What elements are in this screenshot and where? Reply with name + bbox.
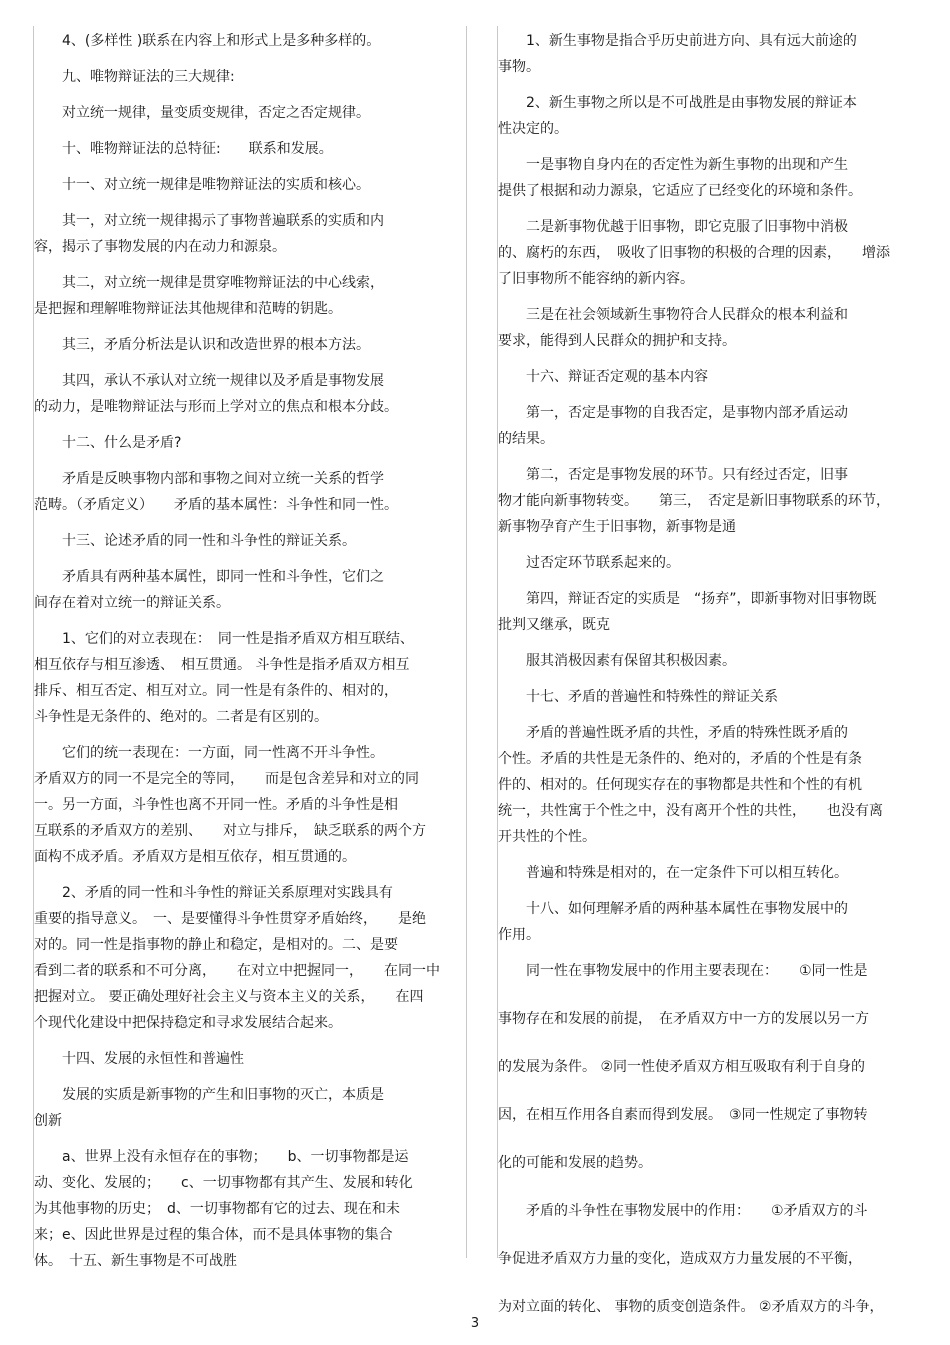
paragraph: 第一，否定是事物的自我否定，是事物内部矛盾运动 的结果。 [498, 405, 848, 447]
right-column [498, 28, 926, 1342]
paragraph: 第四，辩证否定的实质是 “扬弃”，即新事物对旧事物既 批判又继承，既克 [498, 591, 877, 633]
paragraph: 的发展为条件。 ②同一性使矛盾双方相互吸取有利于自身的 [498, 1059, 865, 1075]
paragraph: 争促进矛盾双方力量的变化，造成双方力量发展的不平衡， [498, 1251, 862, 1267]
paragraph: 一是事物自身内在的否定性为新生事物的出现和产生 提供了根据和动力源泉，它适应了已经变化的环境和条件。 [498, 157, 862, 199]
paragraph: 发展的实质是新事物的产生和旧事物的灭亡，本质是 创新 [34, 1087, 384, 1129]
paragraph: 十二、什么是矛盾? [34, 435, 182, 451]
paragraph: 对立统一规律，量变质变规律，否定之否定规律。 [34, 105, 370, 121]
paragraph: 它们的统一表现在：一方面，同一性离不开斗争性。 矛盾双方的同一不是完全的等同， 而是包含差异和对立的同 一。另一方面，斗争性也离不开同一性。矛盾的斗争性是相 互联系的矛盾双方的差别、 对立与排斥， 缺乏联系的两个方 面构不成矛盾。矛盾双方是相互依存，相互贯通的。 [34, 745, 426, 865]
paragraph: 2、矛盾的同一性和斗争性的辩证关系原理对实践具有 重要的指导意义。 一、是要懂得斗争性贯穿矛盾始终， 是绝 对的。同一性是指事物的静止和稳定，是相对的。二、是要 看到二者的联系和不可分离， 在对立中把握同一， 在同一中 把握对立。 要正确处理好社会主义与资本主义的关系， 在四 个现代化建设中把保持稳定和寻求发展结合起来。 [34, 885, 440, 1031]
paragraph: 矛盾具有两种基本属性，即同一性和斗争性，它们之 间存在着对立统一的辩证关系。 [34, 569, 384, 611]
paragraph: 其二，对立统一规律是贯穿唯物辩证法的中心线索， 是把握和理解唯物辩证法其他规律和范畴的钥匙。 [34, 275, 384, 317]
paragraph: 过否定环节联系起来的。 [498, 555, 680, 571]
left-column [34, 28, 466, 1284]
paragraph: 十六、辩证否定观的基本内容 [498, 369, 708, 385]
paragraph: 十、唯物辩证法的总特征: 联系和发展。 [34, 141, 333, 157]
paragraph: 十三、论述矛盾的同一性和斗争性的辩证关系。 [34, 533, 356, 549]
paragraph: 1、新生事物是指合乎历史前进方向、具有远大前途的 事物。 [498, 33, 857, 75]
paragraph: 矛盾是反映事物内部和事物之间对立统一关系的哲学 范畴。（矛盾定义） 矛盾的基本属性：斗争性和同一性。 [34, 471, 398, 513]
paragraph: 第二，否定是事物发展的环节。只有经过否定，旧事 物才能向新事物转变。 第三， 否定是新旧事物联系的环节， 新事物孕育产生于旧事物，新事物是通 [498, 467, 890, 535]
paragraph: 其四，承认不承认对立统一规律以及矛盾是事物发展 的动力，是唯物辩证法与形而上学对立的焦点和根本分歧。 [34, 373, 398, 415]
paragraph: 十一、对立统一规律是唯物辩证法的实质和核心。 [34, 177, 370, 193]
paragraph: 1、它们的对立表现在： 同一性是指矛盾双方相互联结、 相互依存与相互渗透、 相互贯通。 斗争性是指矛盾双方相互 排斥、相互否定、相互对立。同一性是有条件的、相对的， 斗争性是无条件的、绝对的。二者是有区别的。 [34, 631, 414, 725]
paragraph: 二是新事物优越于旧事物，即它克服了旧事物中消极 的、腐朽的东西， 吸收了旧事物的积极的合理的因素， 增添 了旧事物所不能容纳的新内容。 [498, 219, 890, 287]
paragraph: 十四、发展的永恒性和普遍性 [34, 1051, 244, 1067]
paragraph: 其一，对立统一规律揭示了事物普遍联系的实质和内 容，揭示了事物发展的内在动力和源泉。 [34, 213, 384, 255]
paragraph: 同一性在事物发展中的作用主要表现在： ①同一性是 [498, 963, 868, 979]
paragraph: 为对立面的转化、 事物的质变创造条件。 ②矛盾双方的斗争， [498, 1299, 884, 1315]
paragraph: 化的可能和发展的趋势。 [498, 1155, 652, 1171]
paragraph: 矛盾的普遍性既矛盾的共性，矛盾的特殊性既矛盾的 个性。矛盾的共性是无条件的、绝对的，矛盾的个性是有条 件的、相对的。任何现实存在的事物都是共性和个性的有机 统一，共性寓于个性之中，没有离开个性的共性， 也没有离 开共性的个性。 [498, 725, 883, 845]
paragraph: 2、新生事物之所以是不可战胜是由事物发展的辩证本 性决定的。 [498, 95, 857, 137]
page-number: 3 [470, 1316, 480, 1331]
paragraph: 十七、矛盾的普遍性和特殊性的辩证关系 [498, 689, 778, 705]
paragraph: 其三，矛盾分析法是认识和改造世界的根本方法。 [34, 337, 370, 353]
paragraph: a、世界上没有永恒存在的事物； b、一切事物都是运 动、变化、发展的； c、一切事物都有其产生、发展和转化 为其他事物的历史； d、一切事物都有它的过去、现在和未 来；e、因此世界是过程的集合体，而不是具体事物的集合 体。 十五、新生事物是不可战胜 [34, 1149, 413, 1269]
paragraph: 矛盾的斗争性在事物发展中的作用： ①矛盾双方的斗 [498, 1203, 868, 1219]
paragraph: 因，在相互作用各自素而得到发展。 ③同一性规定了事物转 [498, 1107, 868, 1123]
paragraph: 事物存在和发展的前提， 在矛盾双方中一方的发展以另一方 [498, 1011, 869, 1027]
paragraph: 九、唯物辩证法的三大规律: [34, 69, 235, 85]
paragraph: 4、(多样性 )联系在内容上和形式上是多种多样的。 [34, 33, 381, 49]
center-column-rule [466, 26, 467, 1258]
paragraph: 普遍和特殊是相对的，在一定条件下可以相互转化。 [498, 865, 848, 881]
paragraph: 十八、如何理解矛盾的两种基本属性在事物发展中的 作用。 [498, 901, 848, 943]
paragraph: 服其消极因素有保留其积极因素。 [498, 653, 736, 669]
paragraph: 三是在社会领域新生事物符合人民群众的根本利益和 要求，能得到人民群众的拥护和支持。 [498, 307, 848, 349]
